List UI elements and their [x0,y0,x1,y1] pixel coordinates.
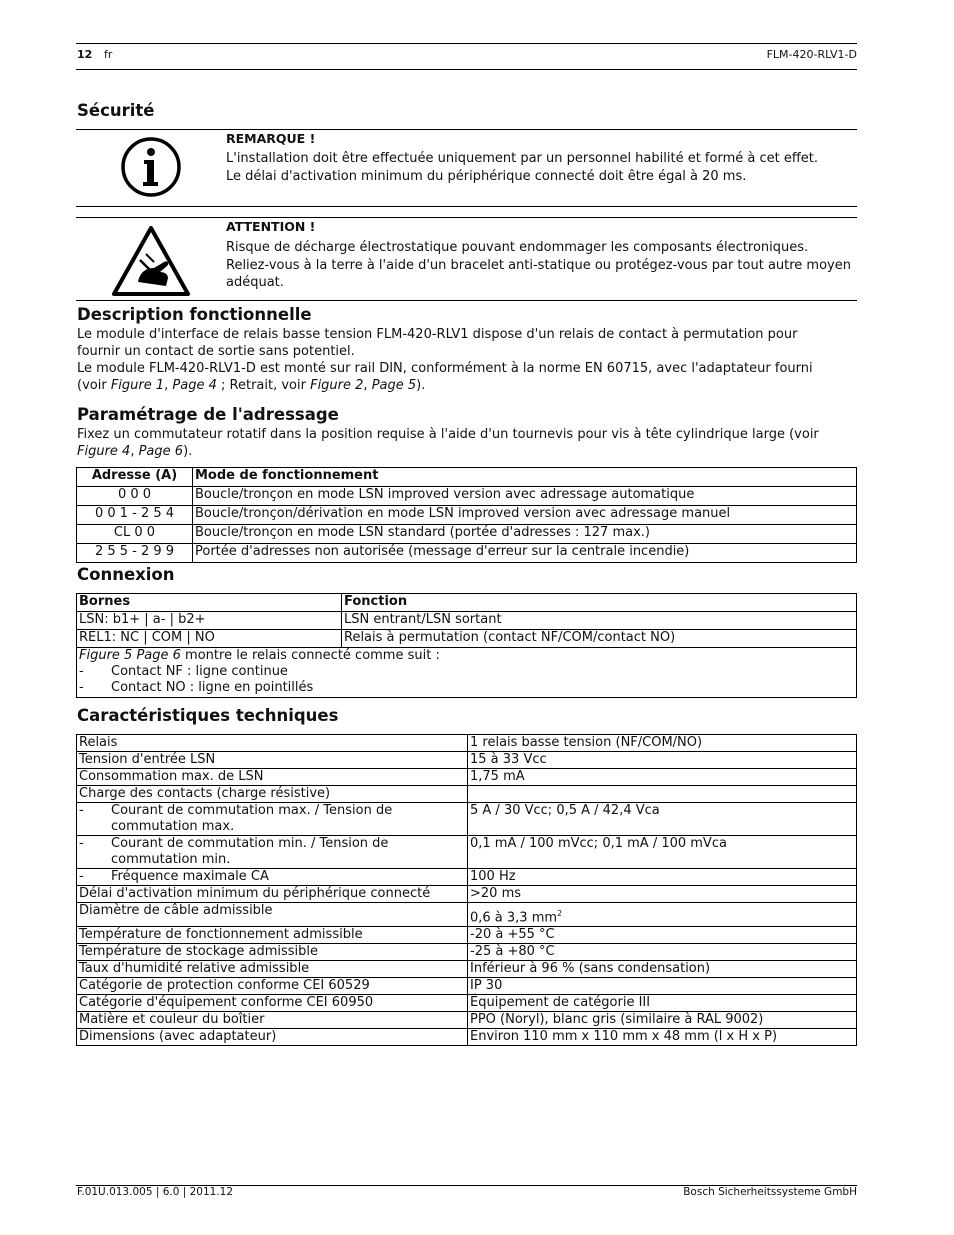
spec-value-cell [468,1012,857,1029]
spec-value-cell [468,735,857,752]
spec-value: 100 Hz [470,869,516,884]
list-item: - Contact NO : ligne en pointillés [79,680,314,695]
table-row [77,769,857,786]
info-icon [120,136,182,198]
spec-value: IP 30 [470,978,503,994]
table-cell: LSN entrant/LSN sortant [342,612,857,630]
section-title-description: Description fonctionnelle [77,305,312,324]
spec-label-cell: - Fréquence maximale CA [77,869,468,886]
table-row [77,961,857,978]
attention-rule-bottom [76,300,857,301]
spec-label-cell: Consommation max. de LSN [77,769,468,786]
section-title-specs: Caractéristiques techniques [77,706,339,725]
spec-value-cell [468,944,857,961]
table-row [77,752,857,769]
table-row [77,506,857,525]
table-cell: CL 0 0 [77,525,193,544]
spec-value: -20 à +55 °C [470,927,555,943]
spec-value: >20 ms [470,886,522,901]
table-cell: Portée d'adresses non autorisée (message d'erreur sur la centrale incendie) [193,544,857,563]
addressing-line: Fixez un commutateur rotatif dans la position requise à l'aide d'un tournevis pour vis à tête cylindrique large (voir [77,427,819,442]
section-title-addressing: Paramétrage de l'adressage [77,405,339,424]
remark-label: REMARQUE ! [226,131,316,146]
page-reference[interactable]: Page 6 [138,444,184,459]
spec-label-cell: Taux d'humidité relative admissible [77,961,468,978]
spec-value-cell [468,886,857,903]
footer-document-id: F.01U.013.005 | 6.0 | 2011.12 [77,1186,234,1198]
spec-label-cell: Relais [77,735,468,752]
superscript: 2 [557,909,563,918]
table-cell: Boucle/tronçon en mode LSN improved version avec adressage automatique [193,487,857,506]
spec-value-cell [468,836,857,869]
connection-note-cell [77,648,857,698]
table-row [77,836,857,869]
attention-text [226,239,858,292]
page-number: 12 [77,48,93,61]
table-row [77,803,857,836]
table-cell: 0 0 1 - 2 5 4 [77,506,193,525]
table-row [77,630,857,648]
remark-text [226,150,858,185]
table-header: Mode de fonctionnement [193,468,857,487]
addressing-line: Figure 4, Page 6). [77,444,193,459]
language-code: fr [104,48,113,61]
header-rule-top [76,43,857,44]
spec-value-cell [468,927,857,944]
description-line: Le module d'interface de relais basse tension FLM-420-RLV1 dispose d'un relais de contact à permutation pour [77,327,798,342]
spec-value-cell [468,961,857,978]
spec-value-cell [468,803,857,836]
spec-value-cell [468,769,857,786]
attention-line: Reliez-vous à la terre à l'aide d'un bracelet anti-statique ou protégez-vous par tout autre moyen [226,257,851,273]
table-row [77,927,857,944]
section-title-security: Sécurité [77,101,155,120]
spec-label: Courant de commutation min. / Tension de commutation min. [111,836,389,867]
attention-line: Risque de décharge électrostatique pouvant endommager les composants électroniques. [226,240,809,255]
figure-reference[interactable]: Figure 4 [77,444,131,459]
table-header: Bornes [77,594,342,612]
attention-rule-top [76,217,857,218]
description-line: fournir un contact de sortie sans potentiel. [77,344,355,359]
header-rule-bottom [76,69,857,70]
remark-line: L'installation doit être effectuée uniquement par un personnel habilité et formé à cet effet. [226,151,819,166]
spec-label-cell: Matière et couleur du boîtier [77,1012,468,1029]
table-row [77,612,857,630]
remark-rule-bottom [76,206,857,207]
table-row [77,869,857,886]
table-row [77,487,857,506]
table-row [77,786,857,803]
spec-label-cell: Dimensions (avec adaptateur) [77,1029,468,1046]
spec-value: 0,6 à 3,3 mm [470,910,558,926]
spec-value-cell [468,903,857,927]
spec-label-cell: Charge des contacts (charge résistive) [77,786,468,803]
spec-label-cell: Température de stockage admissible [77,944,468,961]
description-text [77,326,857,394]
spec-value-cell [468,752,857,769]
list-item: - Contact NF : ligne continue [79,664,288,679]
table-row [77,1012,857,1029]
table-row [77,648,857,698]
table-row [77,525,857,544]
attention-label: ATTENTION ! [226,219,316,234]
table-cell: Boucle/tronçon/dérivation en mode LSN improved version avec adressage manuel [193,506,857,525]
spec-label-cell: - Courant de commutation min. / Tension de commutation min. [77,836,468,869]
table-cell: Relais à permutation (contact NF/COM/contact NO) [342,630,857,648]
table-cell: 2 5 5 - 2 9 9 [77,544,193,563]
table-cell: REL1: NC | COM | NO [77,630,342,648]
table-row [77,903,857,927]
table-cell: 0 0 0 [77,487,193,506]
spec-label: Courant de commutation max. / Tension de commutation max. [111,803,393,834]
spec-value: 1 relais basse tension (NF/COM/NO) [470,735,703,750]
spec-value: Équipement de catégorie III [470,995,651,1011]
table-cell: Boucle/tronçon en mode LSN standard (portée d'adresses : 127 max.) [193,525,857,544]
spec-value-cell [468,1029,857,1046]
connection-note: Figure 5 Page 6 montre le relais connecté comme suit : [79,648,440,663]
table-header-row [77,594,857,612]
table-row [77,944,857,961]
spec-value-cell [468,869,857,886]
spec-value-cell [468,786,857,803]
spec-value: 1,75 mA [470,769,525,784]
table-row [77,886,857,903]
footer-company: Bosch Sicherheitssysteme GmbH [683,1186,857,1198]
table-row [77,995,857,1012]
spec-label-cell: Diamètre de câble admissible [77,903,468,927]
description-line: Le module FLM-420-RLV1-D est monté sur rail DIN, conformément à la norme EN 60715, avec l'adaptateur fourni [77,361,813,376]
table-row [77,544,857,563]
spec-value: 5 A / 30 Vcc; 0,5 A / 42,4 Vca [470,803,660,818]
spec-value-cell [468,995,857,1012]
table-row [77,735,857,752]
spec-value: 15 à 33 Vcc [470,752,547,767]
spec-label-cell: - Courant de commutation max. / Tension de commutation max. [77,803,468,836]
connection-table [76,593,857,698]
spec-value: Inférieur à 96 % (sans condensation) [470,961,711,977]
spec-value: -25 à +80 °C [470,944,555,960]
spec-label-cell: Température de fonctionnement admissible [77,927,468,944]
spec-label-cell: Tension d'entrée LSN [77,752,468,769]
table-row [77,1029,857,1046]
table-header: Fonction [342,594,857,612]
spec-label: Fréquence maximale CA [111,869,269,884]
remark-line: Le délai d'activation minimum du périphérique connecté doit être égal à 20 ms. [226,168,747,184]
figure-reference[interactable]: Figure 2 [310,378,364,393]
page-reference[interactable]: Page 5 [371,378,417,393]
remark-rule-top [76,129,857,130]
spec-value: Environ 110 mm x 110 mm x 48 mm (l x H x P) [470,1029,778,1045]
spec-value: PPO (Noryl), blanc gris (similaire à RAL 9002) [470,1012,764,1028]
specs-table [76,734,857,1046]
table-row [77,978,857,995]
table-header: Adresse (A) [77,468,193,487]
table-cell: LSN: b1+ | a- | b2+ [77,612,342,630]
description-line: (voir Figure 1, Page 4 ; Retrait, voir Figure 2, Page 5). [77,378,426,393]
figure-reference[interactable]: Figure 1 [110,378,165,393]
section-title-connection: Connexion [77,565,175,584]
esd-warning-icon [110,224,192,298]
page-reference[interactable]: Page 4 [172,378,217,393]
figure-reference[interactable]: Figure 5 Page 6 [79,648,181,663]
product-code: FLM-420-RLV1-D [766,48,857,61]
spec-value-cell [468,978,857,995]
addressing-text [77,426,857,460]
spec-label-cell: Délai d'activation minimum du périphérique connecté [77,886,468,903]
table-header-row [77,468,857,487]
spec-label-cell: Catégorie d'équipement conforme CEI 60950 [77,995,468,1012]
addressing-table [76,467,857,563]
spec-label-cell: Catégorie de protection conforme CEI 60529 [77,978,468,995]
spec-value: 0,1 mA / 100 mVcc; 0,1 mA / 100 mVca [470,836,727,851]
attention-line: adéquat. [226,275,284,290]
